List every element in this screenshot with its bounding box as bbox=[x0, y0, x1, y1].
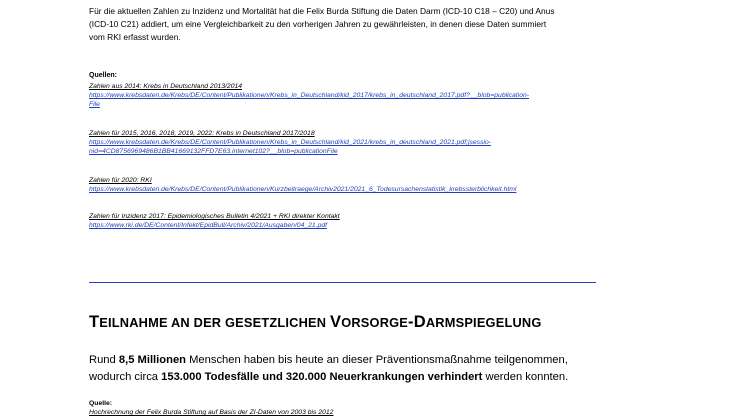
source-item bbox=[89, 129, 669, 156]
source-title: Zahlen für 2020: RKI bbox=[89, 177, 152, 184]
source-title: Zahlen für Inzidenz 2017: Epidemiologisches Bulletin 4/2021 + RKI direkter Kontakt bbox=[89, 213, 340, 220]
sources-label: Quellen: bbox=[89, 72, 118, 79]
intro-line: Für die aktuellen Zahlen zu Inzidenz und Mortalität hat die Felix Burda Stiftung die Daten Darm (ICD-10 C18 – C20) und Anus bbox=[89, 6, 555, 16]
source-link-continuation[interactable]: nid=4CD8756969486B1BB41669132FFD7E63.internet102?__blob=publicationFile bbox=[89, 148, 338, 155]
section-heading bbox=[89, 313, 542, 332]
body-text: Rund bbox=[89, 354, 119, 366]
heading-part: T bbox=[89, 313, 100, 331]
section-body bbox=[89, 352, 689, 386]
source-link-continuation[interactable]: File bbox=[89, 101, 100, 108]
source-link[interactable]: https://www.rki.de/DE/Content/Infekt/EpidBull/Archiv/2021/Ausgaben/04_21.pdf bbox=[89, 222, 328, 229]
heading-part: -D bbox=[408, 313, 426, 331]
source-item bbox=[89, 212, 669, 230]
body-text: wodurch circa bbox=[89, 371, 162, 383]
source-title: Zahlen aus 2014: Krebs in Deutschland 2013/2014 bbox=[89, 83, 243, 90]
quelle-text: Hochrechnung der Felix Burda Stiftung auf Basis der ZI-Daten von 2003 bis 2012 bbox=[89, 409, 334, 416]
source-item bbox=[89, 176, 669, 194]
body-highlight: 153.000 Todesfälle und 320.000 Neuerkrankungen verhindert bbox=[161, 371, 483, 383]
section-divider bbox=[89, 282, 596, 283]
source-title: Zahlen für 2015, 2016, 2018, 2019, 2022: Krebs in Deutschland 2017/2018 bbox=[89, 130, 315, 137]
body-text: Menschen haben bis heute an dieser Präventionsmaßnahme teilgenommen, bbox=[186, 354, 568, 366]
source-link[interactable]: https://www.krebsdaten.de/Krebs/DE/Content/Publikationen/Krebs_in_Deutschland/kid_2017/krebs_in_deutschland_2017.pdf?__blob=publication- bbox=[89, 92, 530, 99]
source-item bbox=[89, 82, 669, 109]
heading-part: ORSORGE bbox=[341, 315, 409, 330]
heading-part: V bbox=[329, 313, 342, 331]
intro-line: vom RKI erfasst wurden. bbox=[89, 32, 181, 42]
body-text: werden konnten. bbox=[482, 371, 569, 383]
quelle-label: Quelle: bbox=[89, 400, 113, 407]
heading-part: EILNAHME AN DER GESETZLICHEN bbox=[99, 315, 330, 330]
source-link[interactable]: https://www.krebsdaten.de/Krebs/DE/Content/Publikationen/Krebs_in_Deutschland/kid_2021/krebs_in_deutschland_2021.pdf;jsessio- bbox=[89, 139, 492, 146]
intro-line: (ICD-10 C21) addiert, um eine Vergleichbarkeit zu den vorherigen Jahren zu gewährleisten, in denen diese Daten summiert bbox=[89, 19, 547, 29]
intro-paragraph bbox=[89, 5, 669, 44]
source-link[interactable]: https://www.krebsdaten.de/Krebs/DE/Content/Publikationen/Kurzbeitraege/Archiv2021/2021_6_Todesursachenstatistik_krebssterblichkeit.html bbox=[89, 186, 517, 193]
heading-part: ARMSPIEGELUNG bbox=[425, 315, 542, 330]
body-highlight: 8,5 Millionen bbox=[118, 354, 186, 366]
